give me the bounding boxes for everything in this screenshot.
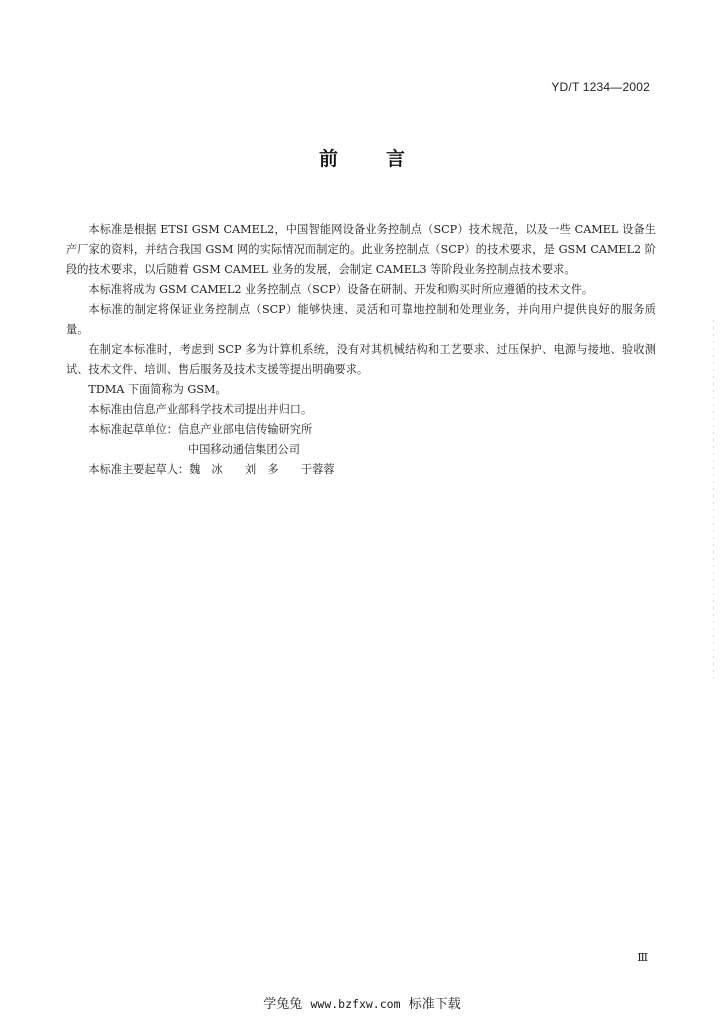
paragraph-quality: 本标准的制定将保证业务控制点（SCP）能够快速、灵活和可靠地控制和处理业务，并向用户提供良好的服务质量。 [66,303,656,336]
footer [0,993,724,1012]
paragraph-basis: 本标准是根据 ETSI GSM CAMEL2，中国智能网设备业务控制点（SCP）技术规范，以及一些 CAMEL 设备生产厂家的资料，并结合我国 GSM 网的实际情况而制定的。此业务控制点（SCP）的技术要求，是 GSM CAMEL2 阶段的技术要求，以后随着 GSM CAMEL 业务的发展，会制定 CAMEL3 等阶段业务控制点技术要求。 [66,223,656,276]
footer-tagline: 标准下载 [408,997,461,1012]
page-title [0,144,724,171]
footer-url-link[interactable]: www.bzfxw.com [310,997,401,1011]
scan-edge-artifact [713,320,714,680]
title-char-2: 言 [386,148,406,170]
title-char-1: 前 [318,148,338,170]
paragraph-purpose: 本标准将成为 GSM CAMEL2 业务控制点（SCP）设备在研制、开发和购买时所应遵循的技术文件。 [88,283,594,296]
standard-number: YD/T 1234—2002 [551,80,650,94]
paragraph-drafting-units: 本标准起草单位：信息产业部电信传输研究所 [88,423,313,436]
drafting-unit-continuation: 中国移动通信集团公司 [188,443,300,456]
paragraph-drafters: 本标准主要起草人：魏 冰 刘 多 于蓉蓉 [88,463,335,476]
foreword-body [66,220,656,480]
footer-site-name: 学兔兔 [263,997,303,1012]
page-number: Ⅲ [637,951,648,964]
paragraph-proposer: 本标准由信息产业部科学技术司提出并归口。 [88,403,313,416]
paragraph-scope-note: 在制定本标准时，考虑到 SCP 多为计算机系统，没有对其机械结构和工艺要求、过压保护、电源与接地、验收测试、技术文件、培训、售后服务及技术支援等提出明确要求。 [66,343,656,376]
paragraph-tdma-note: TDMA 下面简称为 GSM。 [88,383,227,396]
